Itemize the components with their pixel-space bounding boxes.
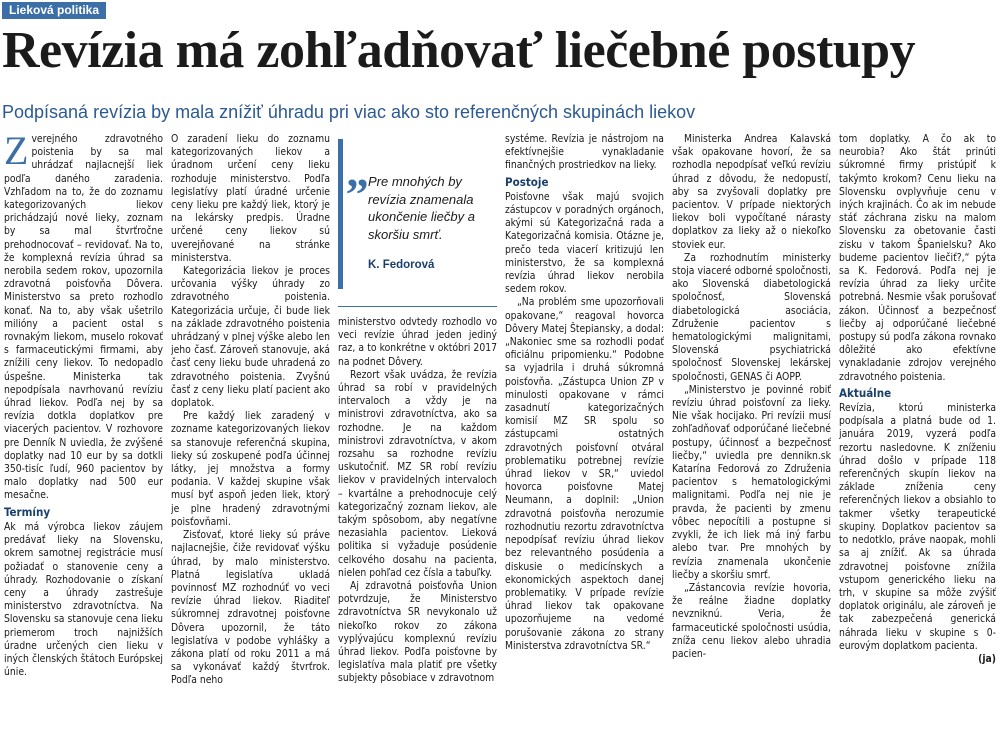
paragraph: „Zástancovia revízie hovoria, že reálne žiadne doplatky nevzniknú. Veria, že farmaceutické spoločnosti usúdia, zníža cenu liekov alebo uhradia pacien- bbox=[672, 581, 831, 660]
paragraph: Poisťovne však majú svojich zástupcov v poradných orgánoch, akými sú Kategorizačná rada a Kategorizačná komisia. Otázne je, prečo teda viacerí kritizujú len ministerstvo, že sa komplexná revízia úhrad liekov nerobila sedem rokov. bbox=[505, 190, 664, 296]
paragraph: verejného zdravotného poistenia by sa mal uhrádzať najlacnejší liek podľa daného zaradenia. Vzhľadom na to, že do zoznamu kategorizovaných liekov prichádzajú nové lieky, zoznam by sa mal štvrťročne prehodnocovať – revidovať. Na to, že komplexná revízia úhrad sa nerobila sedem rokov, upozornila zdravotná poisťovňa Dôvera. Ministerstvo sa preto rozhodlo konať. Na to, aby však ušetrilo milióny a pacient ostal s rovnakým liekom, muselo rokovať s farmaceutickými firmami, aby znížili ceny liekov. To nedopadlo úspešne. Ministerka tak nepodpísala navrhovanú revíziu úhrad liekov. Podľa nej by sa revízia dotkla doplatkov pre viacerých pacientov. V rozhovore pre Denník N uviedla, že zvýšené doplatky nad 10 eur by sa dotkli 350-tisíc ľudí, 960 pacientov by malo doplatky nad 500 eur mesačne. bbox=[4, 133, 163, 502]
subheading-aktualne: Aktuálne bbox=[839, 385, 892, 400]
quote-bar bbox=[338, 139, 343, 289]
quote-mark-icon: „ bbox=[346, 145, 369, 196]
paragraph: Kategorizácia liekov je proces určovania výšky úhrady zo zdravotného poistenia. Kategorizácia určuje, či bude liek na základe zdravotného poistenia uhrádzaný v plnej výške alebo len jeho časť. Zároveň stanovuje, aká časť ceny lieku bude uhradená zo zdravotného poistenia. Zvyšnú časť z ceny lieku platí pacient ako doplatok. bbox=[171, 265, 330, 410]
pull-quote bbox=[338, 133, 497, 307]
paragraph: Rezort však uvádza, že revízia úhrad sa robí v pravidelných intervaloch a vždy je na ministrovi zdravotníctva, ako sa rozhodne. Je na každom ministrovi zdravotníctva, v akom rozsahu sa rozhodne revíziu uskutočniť. MZ SR robí revíziu liekov v pravidelných intervaloch – kvartálne a prehodnocuje celý kategorizačný zoznam liekov, ale takým spôsobom, aby negatívne nezasiahla pacientov. Lieková politika si vyžaduje posúdenie celkového dosahu na pacienta, nielen pohľad cez čísla a tabuľky. bbox=[338, 368, 497, 579]
paragraph: O zaradení lieku do zoznamu kategorizovaných liekov a úradnom určení ceny lieku rozhoduje ministerstvo. Podľa legislatívy platí úradné určenie ceny lieku pre každý liek, ktorý je na lekársky predpis. Úradne určené ceny liekov sú uverejňované na stránke ministerstva. bbox=[171, 133, 330, 264]
paragraph: Aj zdravotná poisťovňa Union potvrdzuje, že Ministerstvo zdravotníctva SR nevykonalo už niekoľko rokov zo zákona vyplývajúcu komplexnú revíziu úhrad liekov. Podľa poisťovne by legislatíva mala platiť pre všetky subjekty pôsobiace v zdravotnom bbox=[338, 580, 497, 685]
paragraph: Zisťovať, ktoré lieky sú práve najlacnejšie, čiže revidovať výšku úhrad, by malo ministerstvo. Platná legislatíva ukladá povinnosť MZ rozhodnúť vo veci revízie úhrad liekov. Riaditeľ súkromnej zdravotnej poisťovne Dôvera upozornil, že táto legislatíva v podobe vyhlášky a zákona platí od roku 2011 a má sa vykonávať každý štvrťrok. Podľa neho bbox=[171, 529, 330, 687]
subheading-postoje: Postoje bbox=[505, 174, 549, 189]
paragraph: systéme. Revízia je nástrojom na efektívnejšie vynakladanie finančných prostriedkov na lieky. bbox=[505, 133, 664, 172]
author-signature: (ja) bbox=[978, 652, 996, 665]
paragraph: Ministerka Andrea Kalavská však opakovane hovorí, že sa rozhodla nepodpísať veľkú revíziu úhrad z dôvodu, že nedopustí, aby sa zvyšovali doplatky pre pacientov. V prípade niektorých liekov boli vypočítané nárasty doplatkov za lieky až o niekoľko stoviek eur. bbox=[672, 133, 831, 251]
subheading-terminy: Termíny bbox=[4, 504, 51, 519]
paragraph: Za rozhodnutím ministerky stoja viaceré odborné spoločnosti, ako Slovenská diabetologická spoločnosť, Slovenská diabetologická asociácia, Združenie pacientov s hematologickými malignitami, Slovenská psychiatrická spoločnosť Slovenskej lekárskej spoločnosti, GENAS či AOPP. bbox=[672, 251, 831, 383]
paragraph: „Ministerstvo je povinné robiť revíziu úhrad poisťovní za lieky. Nie však hocijako. Pri revízii musí zohľadňovať odporúčané liečebné postupy, účinnosť a bezpečnosť liečby,“ uviedla pre dennikn.sk Katarína Fedorová zo Združenia pacientov s hematologickými malignitami. Podľa nej nie je pravda, že pacienti by zmenu vôbec nepocítili a postupne si zvykli, že ich liek má iný farbu alebo tvar. Pre mnohých by revízia znamenala ukončenie liečby a skoršiu smrť. bbox=[672, 383, 831, 581]
article-column-6 bbox=[839, 133, 996, 723]
headline: Revízia má zohľadňovať liečebné postupy bbox=[2, 22, 916, 79]
article-column-2 bbox=[171, 133, 330, 723]
article-column-3 bbox=[338, 316, 497, 723]
drop-cap: Z bbox=[4, 133, 29, 173]
article-column-5 bbox=[672, 133, 831, 723]
subheadline: Podpísaná revízia by mala znížiť úhradu pri viac ako sto referenčných skupinách liekov bbox=[2, 102, 696, 122]
section-tag: Lieková politika bbox=[2, 2, 106, 19]
paragraph: Pre každý liek zaradený v zozname kategorizovaných liekov sa stanovuje referenčná skupina, lieky sú zoskupené podľa účinnej látky, jej množstva a formy podania. V každej skupine však musí byť aspoň jeden liek, ktorý je plne hradený zdravotnými poisťovňami. bbox=[171, 410, 330, 528]
pull-quote-text: Pre mnohých by revízia znamenala ukončenie liečby a skoršiu smrť. bbox=[368, 174, 475, 242]
article-column-4 bbox=[505, 133, 664, 723]
pull-quote-author: K. Fedorová bbox=[368, 259, 435, 271]
paragraph: Revízia, ktorú ministerka podpísala a platná bude od 1. januára 2019, vyzerá podľa rezortu nasledovne. K zníženiu úhrad došlo v prípade 118 referenčných skupín liekov na základe zníženia ceny referenčných liekov a obsiahlo to takmer všetky terapeutické skupiny. Doplatkov pacientov sa to nedotklo, práve naopak, mohli sa aj znížiť. Ak sa úhrada zdravotnej poisťovne znížila vstupom generického lieku na trh, v skupine sa môže zvýšiť doplatok originálu, ale zároveň je tak zabezpečená generická náhrada lieku v skupine s 0-eurovým doplatkom pacienta. bbox=[839, 402, 996, 652]
paragraph: ministerstvo odvtedy rozhodlo vo veci revízie úhrad jeden jediný raz, a to konkrétne v októbri 2017 na podnet Dôvery. bbox=[338, 316, 497, 368]
paragraph: tom doplatky. A čo ak to neurobia? Ako štát prinúti súkromné firmy pristúpiť k takýmto krokom? Cenu lieku na Slovensku ovplyvňuje cenu v iných krajinách. Čo ak im nebude stáť záchrana zisku na malom Slovensku za obetovanie časti zisku v takom Španielsku? Ako budeme pacientov liečiť?,“ pýta sa K. Fedorová. Podľa nej je revízia úhrad za lieky určite potrebná. Nesmie však porušovať zákon. Účinnosť a bezpečnosť liečby aj odporúčané liečebné postupy sú podľa zákona rovnako dôležité ako efektívne vynakladanie zdrojov verejného zdravotného poistenia. bbox=[839, 133, 996, 383]
article-column-1 bbox=[4, 133, 163, 723]
paragraph: „Na problém sme upozorňovali opakovane,“ reagoval hovorca Dôvery Matej Štepiansky, a dodal: „Nakoniec sme sa rozhodli podať oficiálnu pripomienku.“ Podobne sa vyjadrila i druhá súkromná poisťovňa. „Zástupca Union ZP v minulosti opakovane v rámci zasadnutí kategorizačných komisií MZ SR spolu so zástupcami ostatných zdravotných poisťovní otváral problematiku potrebnej revízie úhrad liekov v SR,“ uviedol hovorca poisťovne Matej Neumann, a doplnil: „Union zdravotná poisťovňa nerozumie rozhodnutiu rezortu zdravotníctva nepodpísať revíziu úhrad liekov bez relevantného posúdenia a diskusie o medicínskych a ekonomických aspektoch danej problematiky. V prípade revízie úhrad liekov tak opakovane upozorňujeme na vedomé porušovanie zákona zo strany Ministerstva zdravotníctva SR.“ bbox=[505, 296, 664, 652]
paragraph: Ak má výrobca liekov záujem predávať lieky na Slovensku, okrem samotnej registrácie musí požiadať o stanovenie ceny a úhrady. Rozhodovanie o získaní ceny a úhrady zastrešuje ministerstvo zdravotníctva. Na Slovensku sa stanovuje cena lieku priemerom troch najnižších úradne určených cien lieku v iných členských štátoch Európskej únie. bbox=[4, 520, 163, 679]
